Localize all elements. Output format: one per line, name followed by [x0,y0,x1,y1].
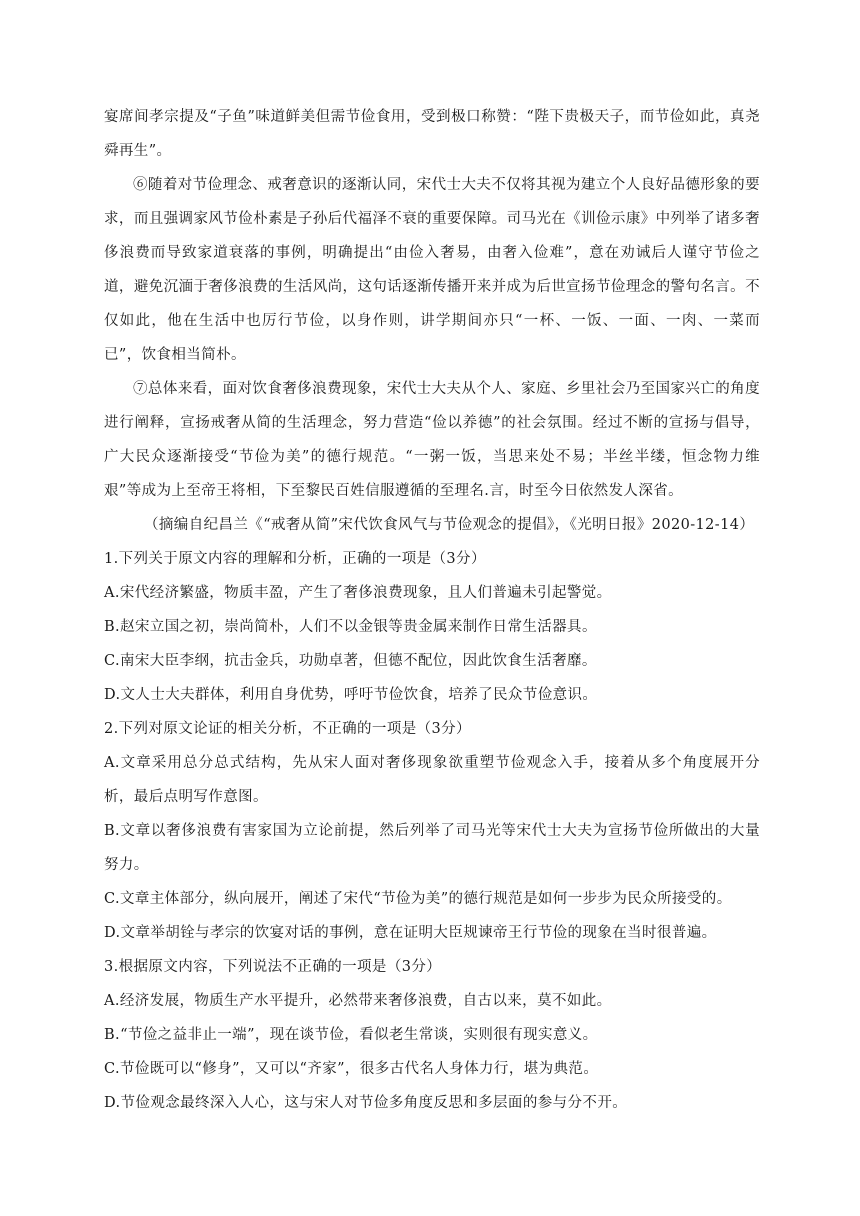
option-c: C.南宋大臣李纲，抗击金兵，功勋卓著，但德不配位，因此饮食生活奢靡。 [104,653,597,669]
option-a: A.文章采用总分总式结构，先从宋人面对奢侈现象欲重塑节俭观念入手，接着从多个角度展开分析，最后点明写作意图。 [104,755,760,805]
option-a: A.经济发展，物质生产水平提升，必然带来奢侈浪费，自古以来，莫不如此。 [104,993,612,1009]
option-d: D.文人士大夫群体，利用自身优势，呼吁节俭饮食，培养了民众节俭意识。 [104,687,598,703]
paragraph-7: ⑦总体来看，面对饮食奢侈浪费现象，宋代士大夫从个人、家庭、乡里社会乃至国家兴亡的角度进行阐释，宣扬戒奢从简的生活理念，努力营造“俭以养德”的社会氛围。经过不断的宣扬与倡导，广大民众逐渐接受“节俭为美”的德行规范。“一粥一饭，当思来处不易；半丝半缕，恒念物力维艰”等成为上至帝王将相，下至黎民百姓信服遵循的至理名.言，时至今日依然发人深省。 [104,381,760,499]
option-b: B.“节俭之益非止一端”，现在谈节俭，看似老生常谈，实则很有现实意义。 [104,1027,598,1043]
question-stem: 1.下列关于原文内容的理解和分析，正确的一项是（3分） [104,551,486,567]
source-citation: （摘编自纪昌兰《“戒奢从简”宋代饮食风气与节俭观念的提倡》，《光明日报》2020-12-14） [144,517,755,533]
option-b: B.赵宋立国之初，崇尚简朴，人们不以金银等贵金属来制作日常生活器具。 [104,619,597,635]
question-3 [104,950,760,1120]
paragraph-continued: 宴席间孝宗提及“子鱼”味道鲜美但需节俭食用，受到极口称赞：“陛下贵极天子，而节俭如此，真尧舜再生”。 [104,109,761,159]
option-d: D.文章举胡铨与孝宗的饮宴对话的事例，意在证明大臣规谏帝王行节俭的现象在当时很普遍。 [104,925,717,941]
option-a: A.宋代经济繁盛，物质丰盈，产生了奢侈浪费现象，且人们普遍未引起警觉。 [104,585,612,601]
option-c: C.节俭既可以“修身”，又可以“齐家”，很多古代名人身体力行，堪为典范。 [104,1061,599,1077]
option-b: B.文章以奢侈浪费有害家国为立论前提，然后列举了司马光等宋代士大夫为宣扬节俭所做出的大量努力。 [104,823,760,873]
question-stem: 3.根据原文内容，下列说法不正确的一项是（3分） [104,959,442,975]
option-c: C.文章主体部分，纵向展开，阐述了宋代“节俭为美”的德行规范是如何一步步为民众所接受的。 [104,891,732,907]
paragraph-6: ⑥随着对节俭理念、戒奢意识的逐渐认同，宋代士大夫不仅将其视为建立个人良好品德形象的要求，而且强调家风节俭朴素是子孙后代福泽不衰的重要保障。司马光在《训俭示康》中列举了诸多奢侈浪费而导致家道衰落的事例，明确提出“由俭入奢易，由奢入俭难”，意在劝诫后人谨守节俭之道，避免沉湎于奢侈浪费的生活风尚，这句话逐渐传播开来并成为后世宣扬节俭理念的警句名言。不仅如此，他在生活中也厉行节俭，以身作则，讲学期间亦只“一杯、一饭、一面、一肉、一菜而已”，饮食相当简朴。 [104,177,760,363]
question-stem: 2.下列对原文论证的相关分析，不正确的一项是（3分） [104,721,471,737]
question-1 [104,542,760,712]
question-2 [104,712,760,950]
option-d: D.节俭观念最终深入人心，这与宋人对节俭多角度反思和多层面的参与分不开。 [104,1095,628,1111]
document-page [104,100,760,1120]
